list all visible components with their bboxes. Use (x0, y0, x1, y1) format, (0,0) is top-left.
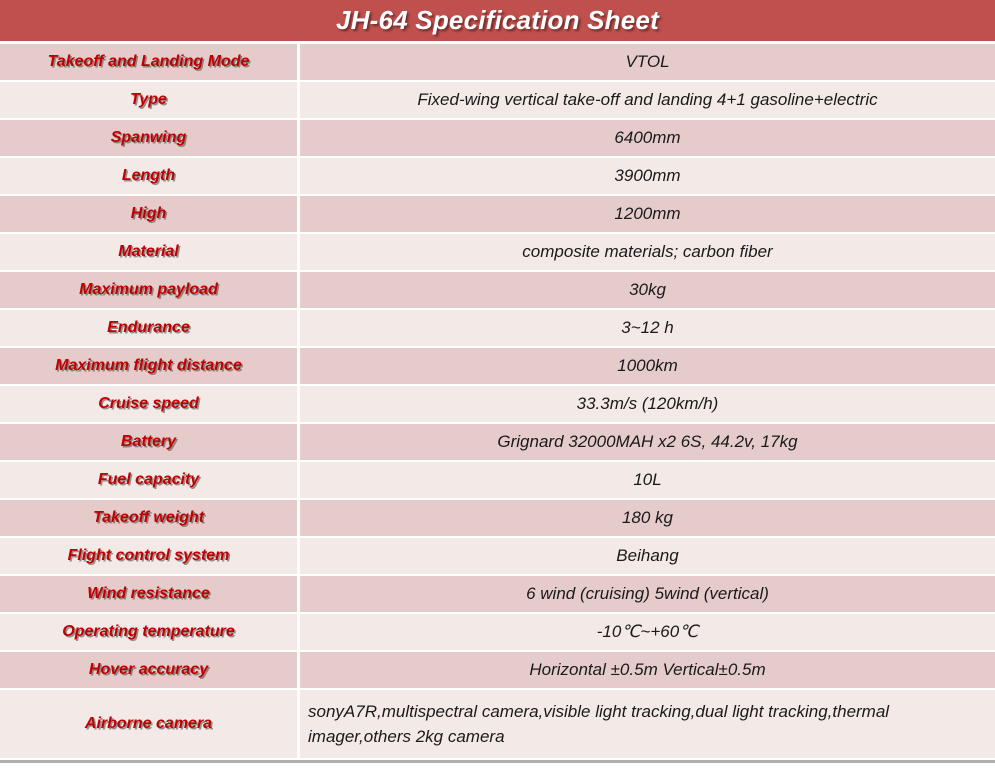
spec-value: Grignard 32000MAH x2 6S, 44.2v, 17kg (497, 432, 798, 451)
spec-value-cell (300, 272, 995, 308)
spec-label: High (130, 205, 167, 222)
spec-label-cell (0, 424, 297, 460)
spec-value-cell (300, 652, 995, 688)
spec-value: Beihang (616, 546, 679, 565)
spec-value: 30kg (629, 280, 666, 299)
spec-label-cell (0, 500, 297, 536)
spec-row (0, 576, 995, 612)
spec-value: Horizontal ±0.5m Vertical±0.5m (529, 660, 766, 679)
spec-value: 6400mm (614, 128, 681, 147)
spec-label: Cruise speed (98, 395, 199, 412)
spec-label: Wind resistance (87, 585, 210, 602)
spec-row (0, 462, 995, 498)
spec-value: 6 wind (cruising) 5wind (vertical) (526, 584, 769, 603)
spec-label: Takeoff and Landing Mode (47, 53, 250, 70)
spec-value-cell (300, 120, 995, 156)
spec-value-cell (300, 348, 995, 384)
spec-row (0, 652, 995, 688)
spec-value-cell (300, 614, 995, 650)
spec-label: Type (130, 91, 167, 108)
spec-label: Length (121, 167, 176, 184)
spec-label-cell (0, 538, 297, 574)
spec-row (0, 234, 995, 270)
sheet-title: JH-64 Specification Sheet (336, 5, 659, 35)
spec-value-cell (300, 310, 995, 346)
spec-row (0, 500, 995, 536)
spec-label-cell (0, 234, 297, 270)
spec-label-cell (0, 158, 297, 194)
spec-value: -10℃~+60℃ (596, 622, 699, 641)
spec-row (0, 690, 995, 758)
spec-row (0, 424, 995, 460)
spec-value-cell (300, 690, 995, 758)
spec-value-cell (300, 462, 995, 498)
spec-label-cell (0, 652, 297, 688)
spec-label: Operating temperature (62, 623, 235, 640)
spec-value: 3900mm (614, 166, 681, 185)
spec-label-cell (0, 614, 297, 650)
spec-value-cell (300, 196, 995, 232)
spec-value: 180 kg (621, 508, 674, 527)
spec-value: 33.3m/s (120km/h) (576, 394, 719, 413)
spec-value-cell (300, 538, 995, 574)
spec-label: Battery (120, 433, 177, 450)
spec-value: 1200mm (614, 204, 681, 223)
spec-label-cell (0, 690, 297, 758)
spec-label: Maximum flight distance (55, 357, 242, 374)
spec-row (0, 158, 995, 194)
spec-label-cell (0, 576, 297, 612)
spec-label: Airborne camera (84, 715, 213, 732)
spec-value-cell (300, 82, 995, 118)
spec-table (0, 44, 995, 758)
spec-row (0, 44, 995, 80)
spec-value-cell (300, 158, 995, 194)
spec-label: Maximum payload (79, 281, 218, 298)
spec-value: sonyA7R,multispectral camera,visible light tracking,dual light tracking,thermal imager,others 2kg camera (308, 701, 890, 746)
spec-row (0, 386, 995, 422)
spec-row (0, 82, 995, 118)
spec-label-cell (0, 120, 297, 156)
spec-label: Fuel capacity (97, 471, 200, 488)
spec-value-cell (300, 44, 995, 80)
spec-value: Fixed-wing vertical take-off and landing 4+1 gasoline+electric (417, 90, 878, 109)
spec-label: Flight control system (67, 547, 230, 564)
spec-row (0, 348, 995, 384)
spec-label-cell (0, 348, 297, 384)
spec-value: 3~12 h (621, 318, 674, 337)
spec-label-cell (0, 196, 297, 232)
spec-label: Takeoff weight (92, 509, 205, 526)
spec-value: 10L (633, 470, 662, 489)
spec-value-cell (300, 576, 995, 612)
spec-row (0, 310, 995, 346)
spec-label-cell (0, 386, 297, 422)
spec-label-cell (0, 82, 297, 118)
spec-row (0, 538, 995, 574)
spec-value: composite materials; carbon fiber (522, 242, 773, 261)
spec-label: Endurance (107, 319, 190, 336)
spec-value-cell (300, 500, 995, 536)
spec-label-cell (0, 462, 297, 498)
spec-value: VTOL (625, 52, 670, 71)
spec-label: Material (118, 243, 179, 260)
spec-value-cell (300, 234, 995, 270)
spec-value: 1000km (617, 356, 678, 375)
spec-label-cell (0, 310, 297, 346)
spec-label: Spanwing (110, 129, 187, 146)
spec-row (0, 196, 995, 232)
spec-value-cell (300, 386, 995, 422)
bottom-rule (0, 760, 995, 763)
spec-label-cell (0, 44, 297, 80)
spec-row (0, 614, 995, 650)
sheet-header (0, 0, 995, 41)
spec-value-cell (300, 424, 995, 460)
spec-label-cell (0, 272, 297, 308)
spec-label: Hover accuracy (88, 661, 209, 678)
spec-row (0, 272, 995, 308)
spec-row (0, 120, 995, 156)
